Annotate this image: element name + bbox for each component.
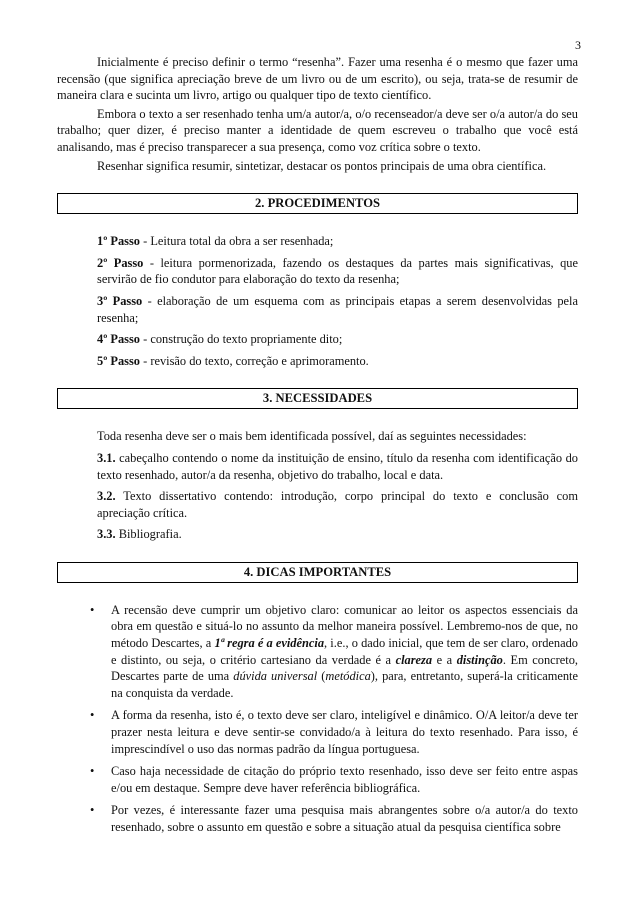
tip-text: ( (317, 669, 326, 684)
section-title: 2. PROCEDIMENTOS (254, 196, 381, 211)
step-text: - Leitura total da obra a ser resenhada; (140, 234, 334, 249)
emphasis-text: clareza (395, 652, 433, 667)
section-heading-dicas (57, 562, 578, 583)
emphasis-text: 1ª regra é a evidência (214, 636, 325, 651)
intro-paragraph-1: Inicialmente é preciso definir o termo “resenha”. Fazer uma resenha é o mesmo que fazer uma recensão (que significa apreciação breve de um livro ou de um escrito), ou seja, trata-se de resumir de maneira clara e sucinta um livro, artigo ou qualquer tipo de texto científico. (57, 55, 578, 103)
bullet-icon: • (90, 708, 95, 723)
item-label: 3.3. (97, 527, 116, 542)
italic-text: dúvida universal (233, 669, 318, 684)
step-label: 1º Passo (97, 234, 140, 249)
list-item (90, 707, 578, 757)
tip-text: A forma da resenha, isto é, o texto deve ser claro, inteligível e dinâmico. O/A leitor/a deve ter prazer nesta leitura e deve sentir-se convidado/a à leitura do texto resenhado. Para isso, é imprescindível o uso das normas padrão da língua portuguesa. (111, 708, 578, 756)
tip-text: , i.e., o dado inicial, que tem de ser claro, ordenado e distinto, ou seja, o critério cartesiano da verdade é a (111, 636, 579, 667)
page-number: 3 (575, 38, 581, 52)
emphasis-text: distinção (456, 652, 503, 667)
bullet-icon: • (90, 602, 95, 617)
bullet-icon: • (90, 803, 95, 818)
item-text: cabeçalho contendo o nome da instituição de ensino, título da resenha com identificação do texto resenhado, autor/a da resenha, objetivo do trabalho, local e data. (97, 450, 578, 482)
bullet-icon: • (90, 764, 95, 779)
step-label: 2º Passo (97, 255, 144, 270)
list-item (97, 331, 578, 348)
step-label: 3º Passo (97, 293, 143, 308)
step-text: - revisão do texto, correção e aprimoramento. (140, 353, 369, 368)
tip-text: Por vezes, é interessante fazer uma pesquisa mais abrangentes sobre o/a autor/a do texto resenhado, sobre o assunto em questão e sobre a situação atual da pesquisa científica sobre (111, 803, 578, 834)
step-text: - construção do texto propriamente dito; (140, 332, 343, 347)
tip-text: e a (432, 652, 457, 667)
step-text: - elaboração de um esquema com as principais etapas a serem desenvolvidas pela resenha; (97, 293, 578, 325)
list-item (97, 450, 578, 483)
step-label: 5º Passo (97, 353, 140, 368)
tip-text: . Em concreto, Descartes parte de uma (111, 652, 578, 684)
step-text: - leitura pormenorizada, fazendo os destaques da partes mais significativas, que servirão de fio condutor para elaboração do texto da resenha; (97, 255, 578, 287)
item-text: Texto dissertativo contendo: introdução, corpo principal do texto e conclusão com apreciação crítica. (97, 489, 578, 520)
item-text: Bibliografia. (115, 527, 182, 542)
list-item (97, 488, 578, 521)
procedures-list (57, 233, 578, 369)
tips-list (57, 602, 578, 836)
section-heading-procedimentos (57, 193, 578, 214)
list-item (90, 602, 578, 702)
item-label: 3.2. (97, 489, 116, 504)
intro-paragraph-3: Resenhar significa resumir, sintetizar, destacar os pontos principais de uma obra científica. (97, 158, 547, 173)
section-heading-necessidades (57, 388, 578, 409)
document-body (57, 54, 578, 842)
italic-text: metódica (325, 669, 371, 684)
section-title: 4. DICAS IMPORTANTES (243, 564, 392, 579)
tip-text: A recensão deve cumprir um objetivo claro: comunicar ao leitor os aspectos essenciais da obra em questão e situá-lo no assunto da melhor maneira possível. Lembremo-nos de que, no método Descartes, a (111, 602, 578, 651)
list-item (90, 763, 578, 796)
item-label: 3.1. (97, 450, 116, 465)
list-item (97, 293, 578, 326)
step-label: 4º Passo (97, 332, 140, 347)
list-item (97, 526, 578, 543)
list-item (97, 255, 578, 288)
needs-list (57, 428, 578, 543)
list-item (90, 802, 578, 835)
tip-text: Caso haja necessidade de citação do próprio texto resenhado, isso deve ser feito entre aspas e/ou em destaque. Sempre deve haver referência bibliográfica. (111, 764, 578, 795)
needs-intro: Toda resenha deve ser o mais bem identificada possível, daí as seguintes necessidades: (97, 429, 527, 444)
list-item (97, 233, 578, 250)
intro-paragraph-2: Embora o texto a ser resenhado tenha um/a autor/a, o/o recenseador/a deve ser o/a autor/a do seu trabalho; quer dizer, é preciso manter a identidade de quem escreveu o trabalho que você está analisando, mas é preciso transparecer a sua presença, como voz crítica sobre o texto. (57, 106, 578, 154)
tip-text: ), para, entretanto, superá-la criticamente na conquista da verdade. (111, 669, 578, 700)
section-title: 3. NECESSIDADES (262, 391, 373, 406)
list-item (97, 353, 578, 370)
